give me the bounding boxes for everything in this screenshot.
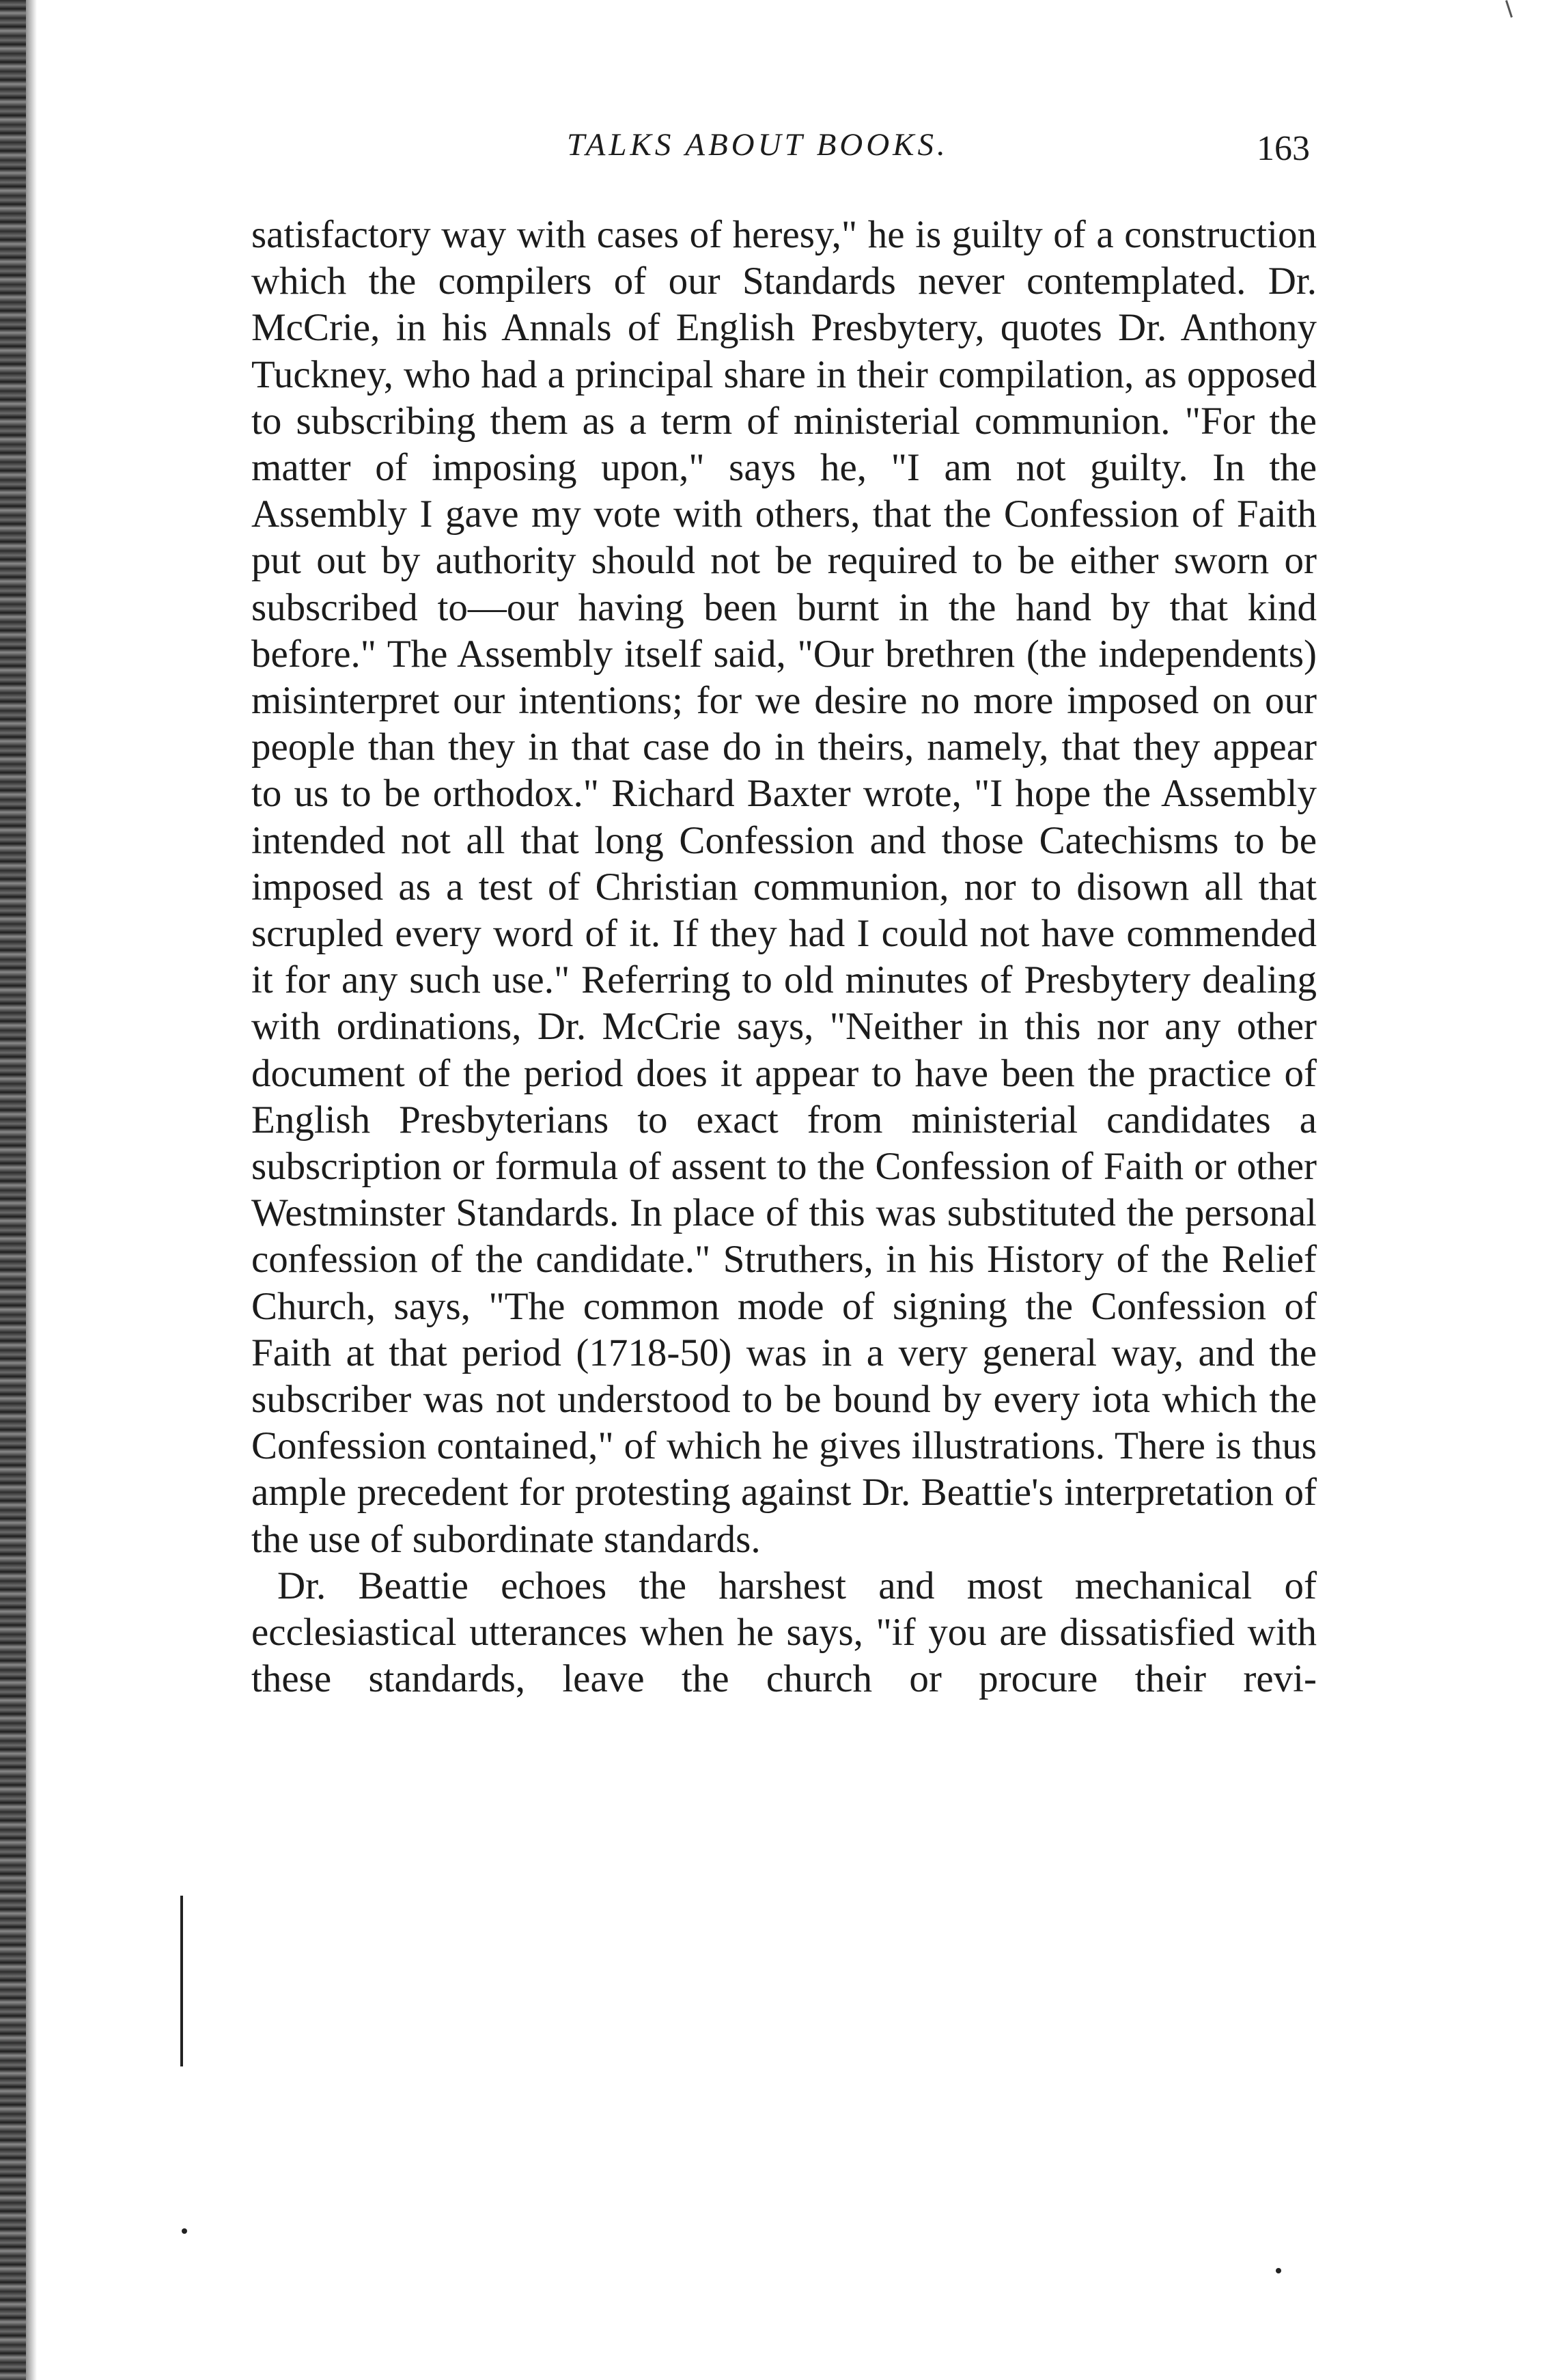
running-head: TALKS ABOUT BOOKS. [567,127,949,163]
page-speck [1276,2268,1281,2273]
paragraph-1: satisfactory way with cases of heresy," he is guilty of a construction which the compilers of our Standards never contemplated. Dr. McCrie, in his Annals of English Presbytery, quotes Dr. Anthony Tuckney, who had a principal share in their compilation, as opposed to subscribing them as a term of ministerial communion. "For the matter of imposing upon," says he, "I am not guilty. In the Assembly I gave my vote with others, that the Confession of Faith put out by authority should not be required to be either sworn or subscribed to—our having been burnt in the hand by that kind before." The Assembly itself said, "Our brethren (the independents) misinterpret our intentions; for we desire no more imposed on our people than they in that case do in theirs, namely, that they appear to us to be orthodox." Richard Baxter wrote, "I hope the Assembly intended not all that long Confession and those Catechisms to be imposed as a test of Christian communion, nor to disown all that scrupled every word of it. If they had I could not have commended it for any such use." Referring to old minutes of Presbytery dealing with ordinations, Dr. McCrie says, "Neither in this nor any other document of the period does it appear to have been the practice of English Presbyterians to exact from ministerial candidates a subscription or formula of assent to the Confession of Faith or other Westminster Standards. In place of this was substituted the personal confession of the candidate." Struthers, in his History of the Relief Church, says, "The common mode of signing the Confession of Faith at that period (1718-50) was in a very general way, and the subscriber was not understood to be bound by every iota which the Confession contained," of which he gives illustrations. There is thus ample precedent for protesting against Dr. Beattie's interpretation of the use of subordinate standards. [251,213,1317,1561]
page-speck [182,2228,187,2234]
gutter-shading [26,0,37,2380]
page-number: 163 [1257,129,1310,168]
body-text [251,212,1317,1703]
margin-mark [180,1896,183,2066]
book-spine-shadow [0,0,26,2380]
scan-mark [1505,0,1513,18]
paragraph-2: Dr. Beattie echoes the harshest and most mechanical of ecclesiastical utterances when he says, "if you are dissatisfied with these standards, leave the church or procure their revi- [251,1564,1317,1701]
